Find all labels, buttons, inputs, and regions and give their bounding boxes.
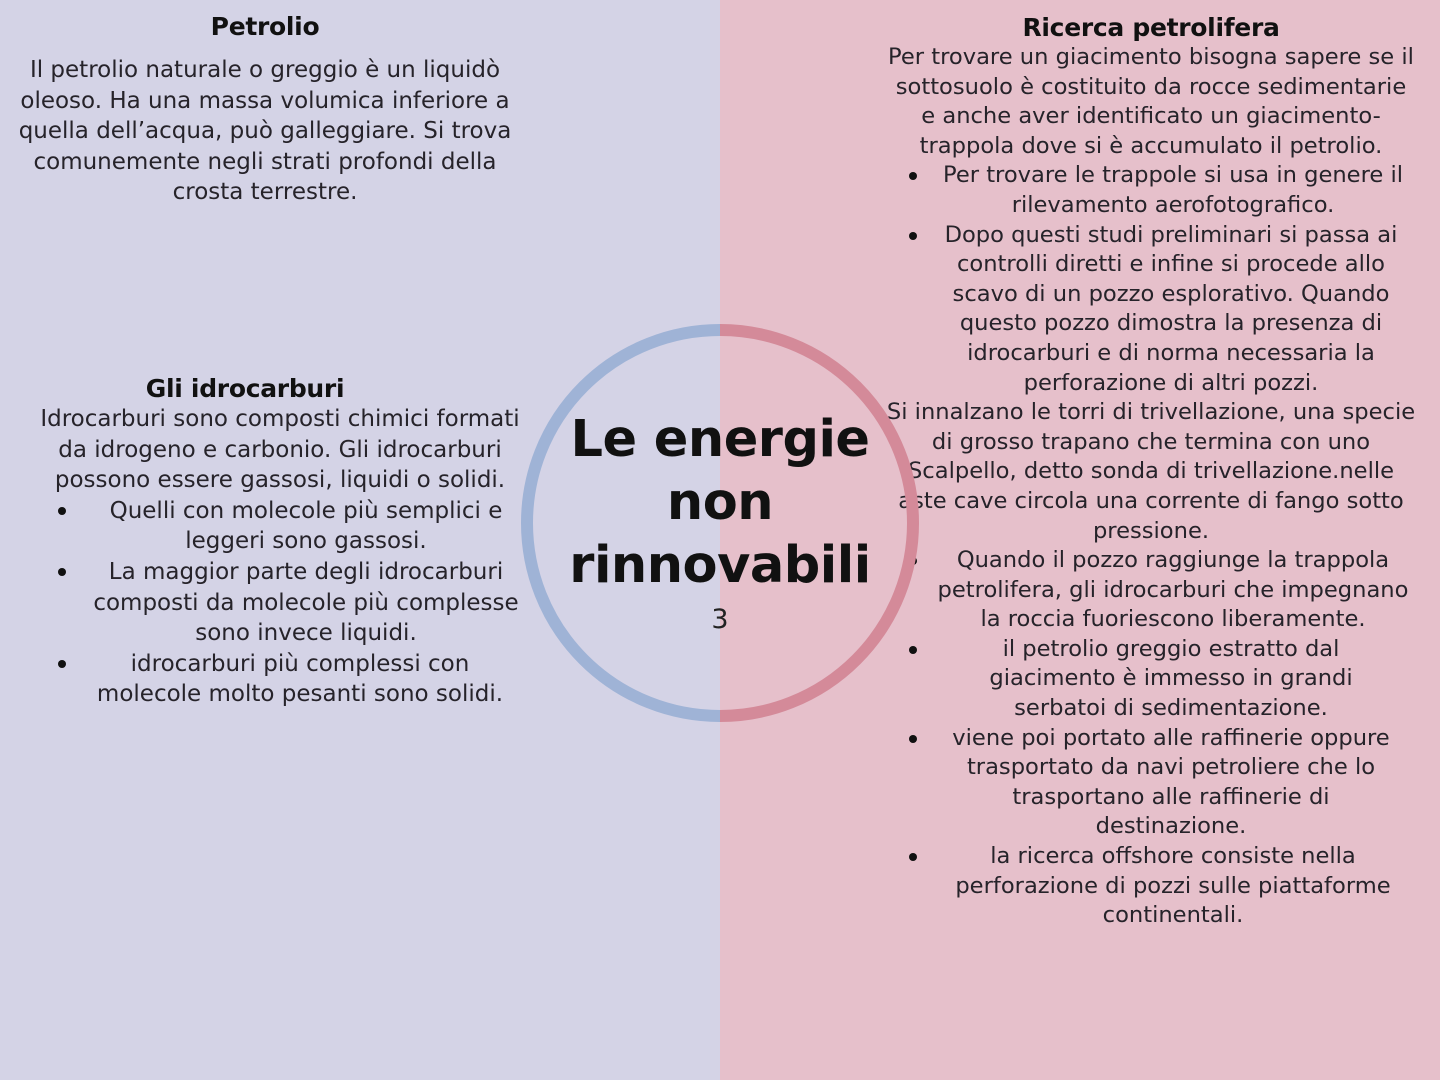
section-petrolio	[10, 12, 520, 208]
idrocarburi-bullet-1: Quelli con molecole più semplici e leggeri sono gassosi.	[30, 496, 530, 557]
ricerca-bullet-4: il petrolio greggio estratto dal giacimento è immesso in grandi serbatoi di sedimentazione.	[886, 635, 1416, 724]
bullet-dot-icon	[909, 735, 917, 743]
heading-petrolio: Petrolio	[210, 12, 320, 41]
page-number: 3	[711, 604, 729, 635]
ricerca-bullet-1: Per trovare le trappole si usa in genere il rilevamento aerofotografico.	[886, 161, 1416, 220]
idrocarburi-bullet-2: La maggior parte degli idrocarburi composti da molecole più complesse sono invece liquidi.	[30, 557, 530, 649]
main-title: Le energie non rinnovabili	[569, 410, 871, 595]
heading-ricerca: Ricerca petrolifera	[1022, 13, 1280, 42]
bullet-dot-icon	[909, 232, 917, 240]
petrolio-text: Il petrolio naturale o greggio è un liquidò oleoso. Ha una massa volumica inferiore a quella dell’acqua, può galleggiare. Si trova comunemente negli strati profondi della crosta terrestre.	[18, 57, 512, 206]
bullet-dot-icon	[58, 507, 66, 515]
ricerca-bullet-2: Dopo questi studi preliminari si passa ai controlli diretti e infine si procede allo scavo di un pozzo esplorativo. Quando questo pozzo dimostra la presenza di idrocarburi e di norma necessaria la perforazione di altri pozzi.	[886, 221, 1416, 399]
heading-idrocarburi: Gli idrocarburi	[145, 374, 345, 403]
bullet-dot-icon	[58, 660, 66, 668]
bullet-dot-icon	[909, 853, 917, 861]
ricerca-bullet-3: Quando il pozzo raggiunge la trappola petrolifera, gli idrocarburi che impegnano la roccia fuoriescono liberamente.	[886, 546, 1416, 635]
ricerca-intro: Per trovare un giacimento bisogna sapere se il sottosuolo è costituito da rocce sedimentarie e anche aver identificato un giacimento-trappola dove si è accumulato il petrolio.	[888, 44, 1414, 159]
ricerca-middle-text: Si innalzano le torri di trivellazione, una specie di grosso trapano che termina con uno Scalpello, detto sonda di trivellazione.nelle aste cave circola una corrente di fango sotto pressione.	[886, 399, 1416, 544]
ricerca-bullet-6: la ricerca offshore consiste nella perforazione di pozzi sulle piattaforme continentali.	[886, 842, 1416, 931]
ricerca-bullet-5: viene poi portato alle raffinerie oppure trasportato da navi petroliere che lo trasportano alle raffinerie di destinazione.	[886, 724, 1416, 842]
idrocarburi-bullet-3: idrocarburi più complessi con molecole molto pesanti sono solidi.	[30, 649, 530, 710]
bullet-dot-icon	[58, 568, 66, 576]
idrocarburi-intro: Idrocarburi sono composti chimici formati da idrogeno e carbonio. Gli idrocarburi possono essere gassosi, liquidi o solidi.	[40, 406, 520, 494]
section-ricerca-petrolifera	[886, 13, 1416, 931]
bullet-dot-icon	[909, 172, 917, 180]
section-idrocarburi	[30, 374, 530, 710]
